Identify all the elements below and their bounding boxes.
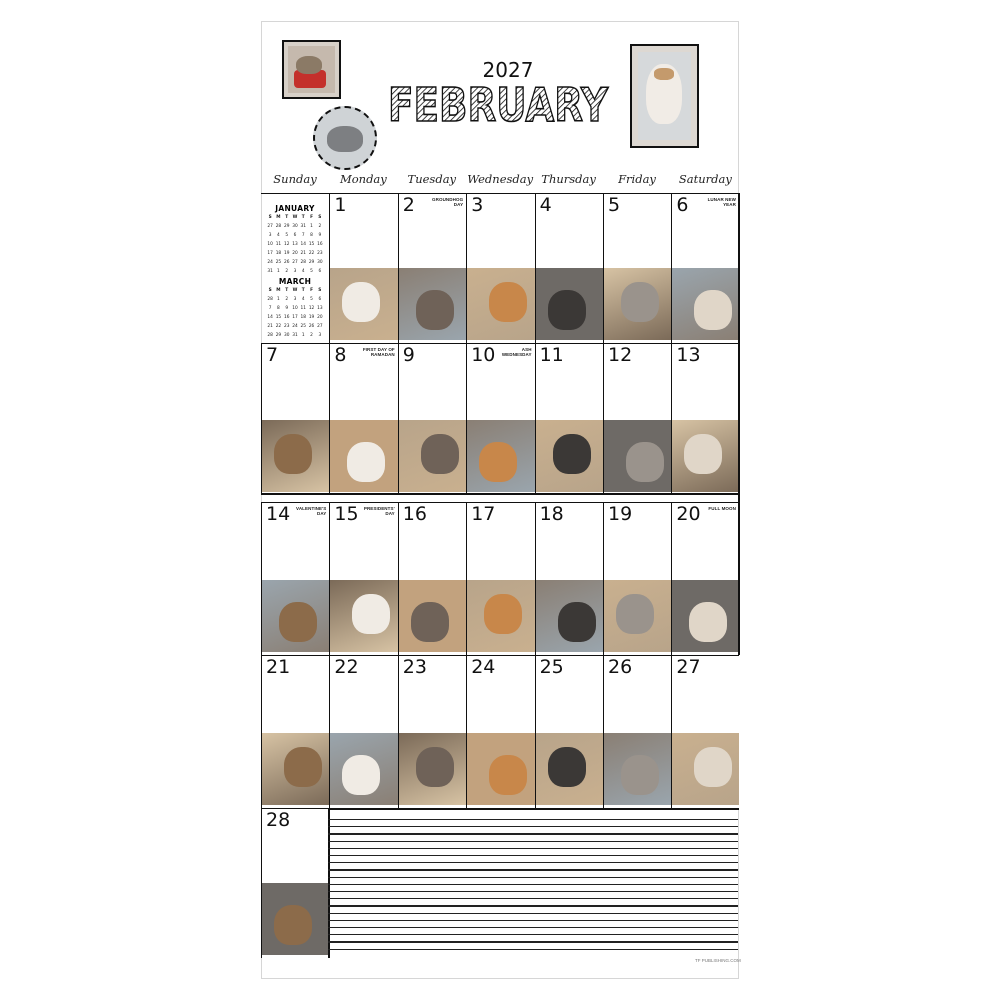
day-number: 1 (334, 194, 347, 216)
day-number: 23 (402, 656, 427, 678)
mini-day: 14 (300, 242, 306, 247)
mini-weekday-header: T (301, 288, 305, 293)
day-cell[interactable] (398, 655, 466, 808)
cat-shape (489, 282, 527, 322)
mini-day: 19 (283, 251, 290, 256)
cat-photo (672, 580, 739, 652)
mini-calendar-title: JANUARY (275, 204, 315, 213)
mini-day: 28 (300, 260, 306, 265)
mini-day: 22 (275, 324, 282, 329)
mini-day: 17 (292, 315, 298, 320)
day-cell[interactable] (603, 655, 671, 808)
cat-photo (672, 733, 739, 805)
mini-day: 6 (293, 233, 297, 238)
day-cell[interactable] (671, 655, 739, 808)
day-cell[interactable] (329, 343, 397, 495)
day-cell[interactable] (398, 343, 466, 495)
day-cell[interactable] (261, 655, 329, 808)
mini-day: 18 (275, 251, 282, 256)
weekday-wednesday: Wednesday (467, 172, 534, 186)
note-line (328, 833, 738, 834)
day-cell[interactable] (466, 193, 534, 343)
day-cell[interactable] (329, 193, 397, 343)
day-cell[interactable] (466, 502, 534, 655)
day-number: 17 (471, 503, 496, 525)
note-line (328, 862, 738, 863)
mini-day: 30 (317, 260, 323, 265)
mini-day: 8 (310, 233, 313, 238)
day-number: 3 (471, 194, 484, 216)
day-number: 11 (539, 344, 564, 366)
mini-day: 29 (308, 260, 315, 265)
mini-day: 16 (283, 315, 290, 320)
note-line (328, 898, 738, 899)
mini-weekday-header: F (310, 215, 314, 220)
holiday-label: PRESIDENTS' DAY (363, 506, 395, 516)
weekday-monday: Monday (339, 172, 387, 186)
weekday-tuesday: Tuesday (407, 172, 457, 186)
day-number: 5 (608, 194, 621, 216)
mini-day: 1 (301, 333, 305, 338)
mini-day: 18 (300, 315, 306, 320)
day-number: 16 (402, 503, 427, 525)
day-number: 28 (266, 809, 291, 831)
mini-weekday-header: S (268, 288, 272, 293)
mini-day: 31 (267, 269, 273, 274)
cat-shape (284, 747, 322, 787)
holiday-label: ASH WEDNESDAY (501, 347, 532, 357)
cat-photo (604, 733, 671, 805)
note-line (328, 819, 738, 820)
mini-weekday-header: W (292, 215, 298, 220)
cat-photo (467, 420, 534, 492)
cat-shape (548, 747, 586, 787)
day-cell[interactable] (329, 655, 397, 808)
day-number: 10 (471, 344, 496, 366)
mini-day: 28 (267, 333, 273, 338)
cat-photo (262, 883, 329, 955)
mini-day: 2 (310, 333, 313, 338)
cat-photo (604, 420, 671, 492)
day-number: 8 (334, 344, 347, 366)
note-line (328, 934, 738, 935)
mini-day: 2 (318, 224, 322, 229)
mini-calendar-title: MARCH (278, 277, 312, 286)
mini-day: 15 (308, 242, 315, 247)
day-cell[interactable] (535, 343, 603, 495)
day-cell[interactable] (671, 502, 739, 655)
weekday-friday: Friday (618, 172, 656, 186)
mini-day: 11 (300, 306, 306, 311)
holiday-label: GROUNDHOG DAY (432, 197, 464, 207)
cat-photo (467, 580, 534, 652)
mini-day: 7 (268, 306, 272, 311)
day-number: 21 (266, 656, 291, 678)
cat-photo (536, 733, 603, 805)
cat-photo (536, 420, 603, 492)
day-number: 18 (539, 503, 564, 525)
day-cell[interactable] (603, 193, 671, 343)
day-number: 26 (608, 656, 633, 678)
cat-photo (330, 420, 397, 492)
cat-shape (342, 755, 380, 795)
mini-day: 6 (318, 297, 322, 302)
mini-day: 21 (267, 324, 273, 329)
mini-day: 5 (310, 297, 313, 302)
cat-shape (484, 594, 522, 634)
day-cell[interactable] (466, 343, 534, 495)
mini-day: 17 (267, 251, 273, 256)
month-name: FEBRUARY (388, 78, 609, 132)
month-title (385, 78, 611, 132)
cat-shape (421, 434, 459, 474)
cat-shape (689, 602, 727, 642)
day-number: 22 (334, 656, 359, 678)
mini-day: 27 (267, 224, 273, 229)
cat-photo (330, 268, 397, 340)
mini-day: 20 (317, 315, 323, 320)
day-number: 6 (676, 194, 689, 216)
day-cell[interactable] (671, 343, 739, 495)
mini-day: 29 (275, 333, 282, 338)
year-label: 2027 (482, 58, 534, 82)
mini-weekday-header: M (276, 215, 281, 220)
mini-day: 3 (318, 333, 322, 338)
day-number: 2 (402, 194, 415, 216)
mini-day: 30 (283, 333, 290, 338)
mini-day: 13 (292, 242, 298, 247)
grid-right-border (738, 193, 740, 655)
day-cell[interactable] (466, 655, 534, 808)
day-number: 25 (539, 656, 564, 678)
mini-day: 20 (292, 251, 298, 256)
cat-photo (467, 733, 534, 805)
day-cell[interactable] (603, 502, 671, 655)
notes-top-border (328, 808, 739, 810)
mini-day: 10 (267, 242, 273, 247)
cat-photo (536, 580, 603, 652)
cat-shape (279, 602, 317, 642)
mini-day: 28 (267, 297, 273, 302)
cat-photo (330, 580, 397, 652)
note-line (328, 905, 738, 906)
day-number: 4 (539, 194, 552, 216)
mini-day: 9 (285, 306, 289, 311)
day-number: 9 (402, 344, 415, 366)
mini-weekday-header: W (292, 288, 298, 293)
mini-day: 4 (277, 233, 280, 238)
day-cell[interactable] (535, 193, 603, 343)
day-number: 12 (608, 344, 633, 366)
mini-day: 24 (267, 260, 273, 265)
mini-day: 12 (308, 306, 315, 311)
mini-day: 1 (310, 224, 313, 229)
note-line (328, 869, 738, 870)
notes-area (328, 811, 738, 953)
cat-photo (399, 580, 466, 652)
cat-shape (553, 434, 591, 474)
day-cell[interactable] (603, 343, 671, 495)
cat-photo (262, 733, 329, 805)
mini-day: 22 (308, 251, 315, 256)
holiday-label: FIRST DAY OF RAMADAN (362, 347, 395, 357)
cat-shape (694, 290, 732, 330)
mini-day: 26 (283, 260, 290, 265)
note-line (328, 884, 738, 885)
mini-day: 27 (317, 324, 323, 329)
mini-day: 2 (285, 297, 289, 302)
mini-day: 31 (292, 333, 298, 338)
day-cell[interactable] (535, 655, 603, 808)
day-cell[interactable] (671, 193, 739, 343)
day-cell[interactable] (261, 502, 329, 655)
mini-day: 3 (293, 269, 297, 274)
mini-day: 9 (318, 233, 322, 238)
note-line (328, 855, 738, 856)
mini-day: 24 (292, 324, 298, 329)
cat-photo (536, 268, 603, 340)
weekday-saturday: Saturday (678, 172, 732, 186)
mini-day: 23 (283, 324, 290, 329)
mini-weekday-header: M (276, 288, 281, 293)
mini-calendar-cell (261, 193, 329, 343)
mini-day: 7 (301, 233, 305, 238)
mini-weekday-header: T (301, 215, 305, 220)
cat-photo (672, 268, 739, 340)
mini-weekday-header: S (318, 288, 322, 293)
weekday-sunday: Sunday (273, 172, 317, 186)
mini-day: 1 (277, 297, 280, 302)
holiday-label: VALENTINE'S DAY (296, 506, 327, 516)
cat-photo (399, 268, 466, 340)
cat-shape (616, 594, 654, 634)
cat-shape (684, 434, 722, 474)
cat-shape (342, 282, 380, 322)
mini-day: 15 (275, 315, 282, 320)
cat-shape (548, 290, 586, 330)
cat-shape (489, 755, 527, 795)
day-cell[interactable] (261, 808, 329, 958)
weekday-thursday: Thursday (541, 172, 596, 186)
mini-day: 3 (293, 297, 297, 302)
mini-day: 28 (275, 224, 282, 229)
day-number: 15 (334, 503, 359, 525)
mini-day: 10 (292, 306, 298, 311)
mini-weekday-header: S (318, 215, 322, 220)
mini-day: 4 (301, 297, 305, 302)
note-line (328, 848, 738, 849)
day-cell[interactable] (329, 502, 397, 655)
header-photo-top-left (282, 40, 341, 99)
day-cell[interactable] (398, 193, 466, 343)
cat-shape (347, 442, 385, 482)
mini-weekday-header: T (285, 215, 289, 220)
cat-shape (416, 747, 454, 787)
header-photo-circle (313, 106, 377, 170)
mini-day: 14 (267, 315, 273, 320)
day-cell[interactable] (535, 502, 603, 655)
mini-day: 1 (277, 269, 280, 274)
cat-shape (352, 594, 390, 634)
note-line (328, 920, 738, 921)
mini-day: 23 (317, 251, 323, 256)
day-number: 19 (608, 503, 633, 525)
day-cell[interactable] (398, 502, 466, 655)
mini-day: 16 (317, 242, 323, 247)
note-line (328, 949, 738, 950)
mini-day: 21 (300, 251, 306, 256)
mini-day: 26 (308, 324, 315, 329)
mini-day: 2 (285, 269, 289, 274)
header-photo-top-right (630, 44, 699, 148)
note-line (328, 941, 738, 942)
cat-photo (672, 420, 739, 492)
day-number: 13 (676, 344, 701, 366)
note-line (328, 927, 738, 928)
mini-day: 25 (300, 324, 306, 329)
mini-day: 25 (275, 260, 282, 265)
cat-shape (274, 905, 312, 945)
mini-day: 11 (275, 242, 282, 247)
cat-shape (411, 602, 449, 642)
cat-photo (399, 420, 466, 492)
cat-photo (262, 420, 329, 492)
cat-shape (416, 290, 454, 330)
mini-day: 19 (308, 315, 315, 320)
mini-day: 13 (317, 306, 323, 311)
day-number: 27 (676, 656, 701, 678)
mini-weekday-header: T (285, 288, 289, 293)
note-line (328, 841, 738, 842)
mini-day: 29 (283, 224, 290, 229)
cat-shape (694, 747, 732, 787)
mini-day: 5 (310, 269, 313, 274)
holiday-label: FULL MOON (708, 506, 736, 511)
note-line (328, 913, 738, 914)
publisher-credit: TF PUBLISHING.COM (695, 958, 741, 963)
note-line (328, 891, 738, 892)
cat-shape (274, 434, 312, 474)
mini-day: 4 (301, 269, 305, 274)
mini-day: 27 (292, 260, 298, 265)
mini-day: 3 (268, 233, 272, 238)
mini-weekday-header: F (310, 288, 314, 293)
mini-day: 31 (300, 224, 306, 229)
cat-photo (604, 580, 671, 652)
mini-day: 6 (318, 269, 322, 274)
cat-photo (604, 268, 671, 340)
cat-shape (621, 755, 659, 795)
holiday-label: LUNAR NEW YEAR (707, 197, 736, 207)
note-line (328, 877, 738, 878)
cat-photo (262, 580, 329, 652)
day-cell[interactable] (261, 343, 329, 495)
mini-day: 8 (277, 306, 280, 311)
mini-day: 5 (285, 233, 289, 238)
cat-shape (626, 442, 664, 482)
note-line (328, 826, 738, 827)
day-number: 24 (471, 656, 496, 678)
day-number: 20 (676, 503, 701, 525)
cat-shape (621, 282, 659, 322)
cat-photo (399, 733, 466, 805)
day-number: 7 (266, 344, 279, 366)
cat-shape (558, 602, 596, 642)
cat-shape (479, 442, 517, 482)
mini-day: 30 (292, 224, 298, 229)
cat-photo (467, 268, 534, 340)
day-number: 14 (266, 503, 291, 525)
mini-day: 12 (283, 242, 290, 247)
cat-photo (330, 733, 397, 805)
mini-weekday-header: S (268, 215, 272, 220)
